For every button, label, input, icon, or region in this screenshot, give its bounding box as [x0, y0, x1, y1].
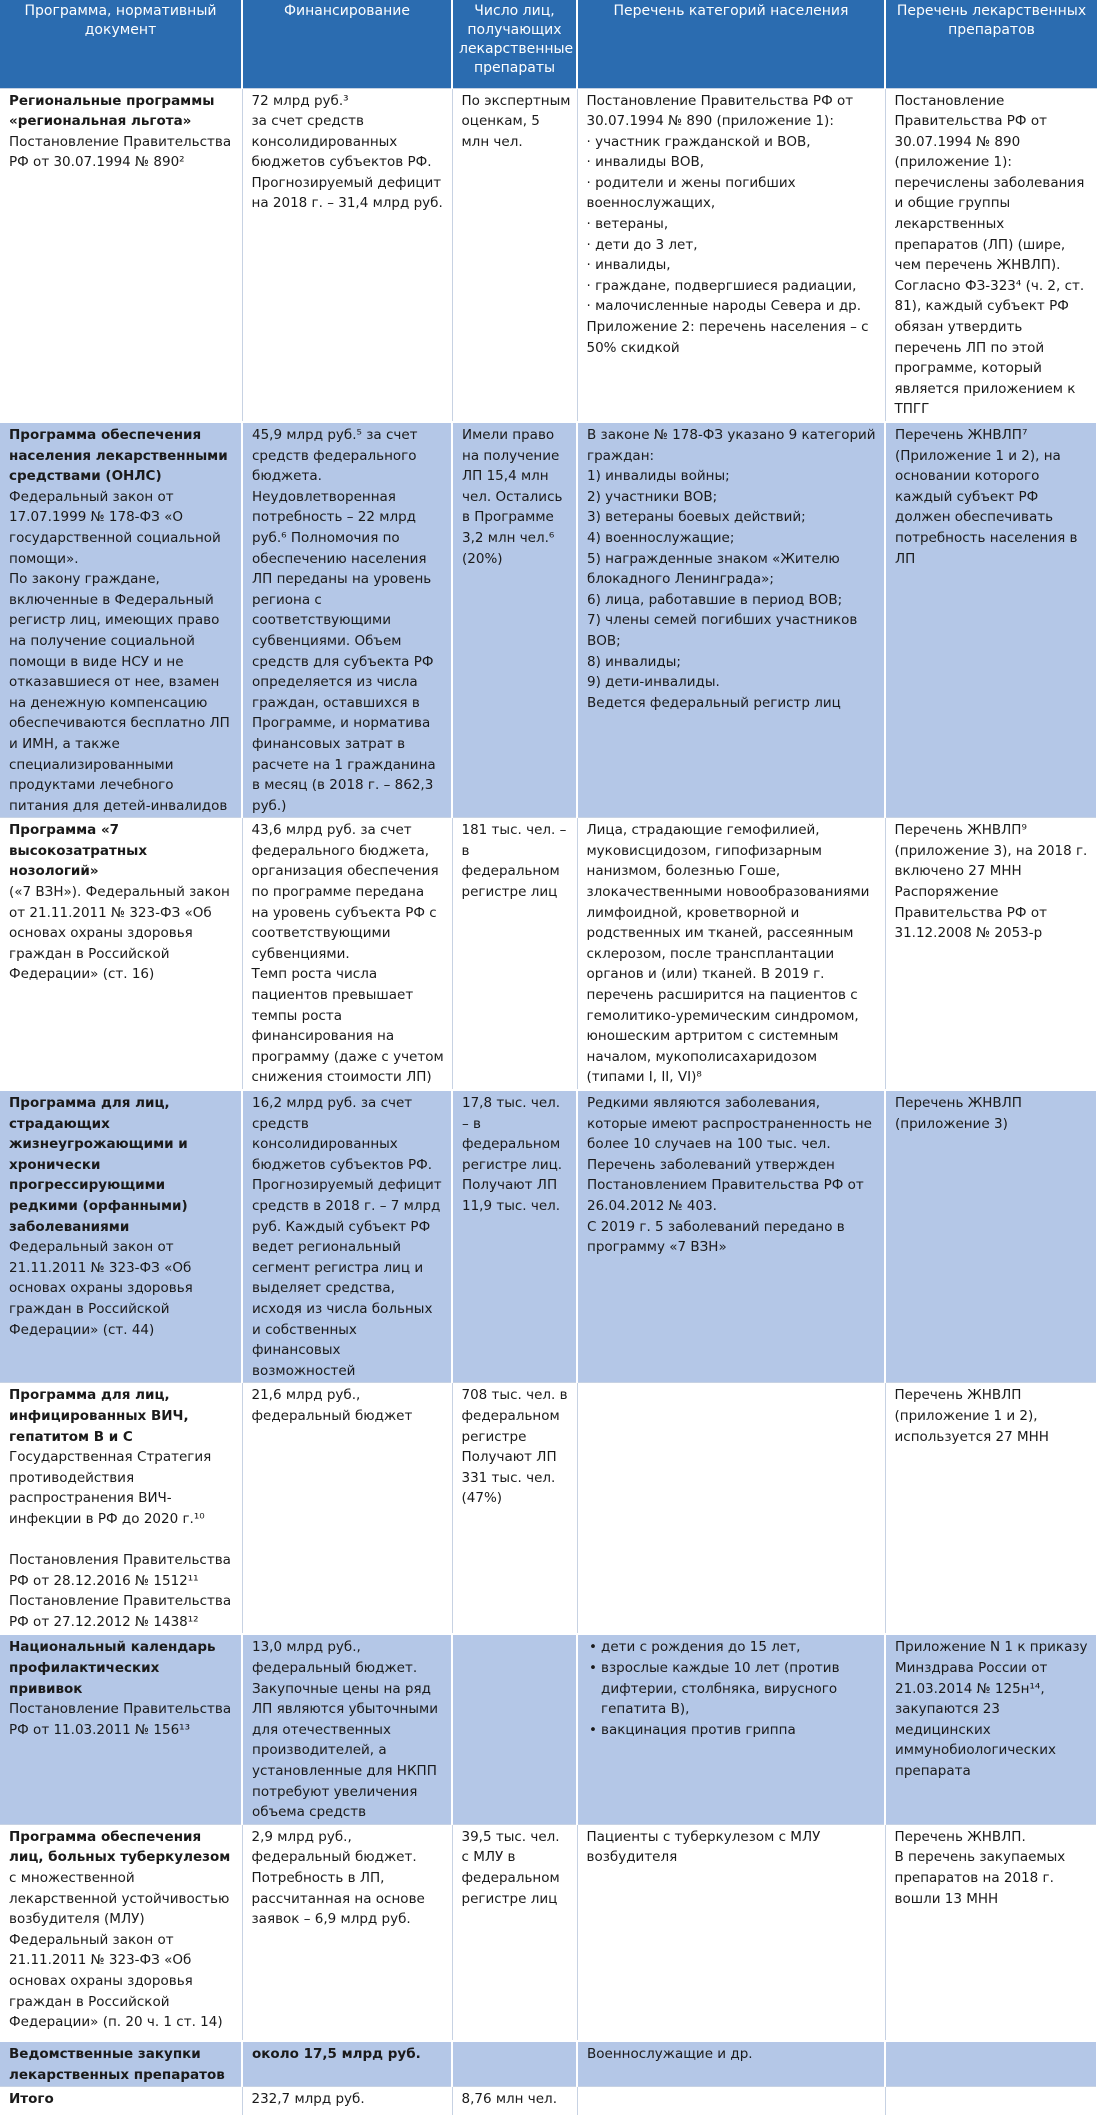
header-funding: Финансирование	[242, 0, 452, 88]
drugs-cell: Перечень ЖНВЛП⁹ (приложение 3), на 2018 г. включено 27 МНН Распоряжение Правительства РФ от 31.12.2008 № 2053-р	[885, 818, 1097, 1090]
population-cell	[577, 2087, 885, 2115]
program-cell	[0, 1634, 242, 1824]
table-row	[0, 2041, 1097, 2087]
recipients-cell: По экспертным оценкам, 5 млн чел.	[452, 88, 577, 422]
header-population: Перечень категорий населения	[577, 0, 885, 88]
funding-cell: 232,7 млрд руб.	[242, 2087, 452, 2115]
funding-cell	[242, 2041, 452, 2087]
program-document: Постановление Правительства РФ от 11.03.2011 № 156¹³	[9, 1701, 232, 1738]
recipients-cell	[452, 1634, 577, 1824]
drugs-cell: Перечень ЖНВЛП (приложение 1 и 2), используется 27 МНН	[885, 1383, 1097, 1635]
funding-cell: 45,9 млрд руб.⁵ за счет средств федерального бюджета. Неудовлетворенная потребность – 22 млрд руб.⁶ Полномочия по обеспечению населения ЛП переданы на уровень региона с соответствующими субвенциями. Объем средств для субъекта РФ определяется из числа граждан, оставшихся в Программе, и норматива финансовых затрат в расчете на 1 гражданина в месяц (в 2018 г. – 862,3 руб.)	[242, 422, 452, 818]
funding-cell: 13,0 млрд руб., федеральный бюджет. Закупочные цены на ряд ЛП являются убыточными для отечественных производителей, а установленные для НКПП потребуют увеличения объема средств	[242, 1634, 452, 1824]
total-row	[0, 2087, 1097, 2115]
population-cell: Постановление Правительства РФ от 30.07.1994 № 890 (приложение 1): · участник гражданской и ВОВ, · инвалиды ВОВ, · родители и жены погибших военнослужащих, · ветераны, · дети до 3 лет, · инвалиды, · граждане, подвергшиеся радиации, · малочисленные народы Севера и др. Приложение 2: перечень населения – с 50% скидкой	[577, 88, 885, 422]
table-row	[0, 1824, 1097, 2041]
population-cell: Редкими являются заболевания, которые имеют распространенность не более 10 случаев на 100 тыс. чел. Перечень заболеваний утвержден Постановлением Правительства РФ от 26.04.2012 № 403. С 2019 г. 5 заболеваний передано в программу «7 ВЗН»	[577, 1090, 885, 1383]
program-cell	[0, 1383, 242, 1635]
population-cell	[577, 1383, 885, 1635]
total-label: Итого	[9, 2091, 54, 2108]
program-name: Программа для лиц, страдающих жизнеугрожающими и хронически прогрессирующими редкими (орфанными) заболеваниями	[9, 1095, 188, 1235]
recipients-cell: 17,8 тыс. чел. – в федеральном регистре лиц. Получают ЛП 11,9 тыс. чел.	[452, 1090, 577, 1383]
program-document: Постановление Правительства РФ от 30.07.1994 № 890²	[9, 133, 232, 171]
drugs-cell: Перечень ЖНВЛП⁷ (Приложение 1 и 2), на основании которого каждый субъект РФ должен обеспечивать потребность населения в ЛП	[885, 422, 1097, 818]
program-document: с множественной лекарственной устойчивостью возбудителя (МЛУ) Федеральный закон от 21.11.2011 № 323-ФЗ «Об основах охраны здоровья граждан в Российской Федерации» (п. 20 ч. 1 ст. 14)	[9, 1869, 230, 2031]
program-document: Федеральный закон от 17.07.1999 № 178-ФЗ «О государственной социальной помощи». По закону граждане, включенные в Федеральный регистр лиц, имеющих право на получение социальной помощи в виде НСУ и не отказавшиеся от нее, взамен на денежную компенсацию обеспечиваются бесплатно ЛП и ИМН, а также специализированными продуктами лечебного питания для детей-инвалидов	[9, 488, 230, 814]
program-name: Ведомственные закупки лекарственных препаратов	[9, 2046, 225, 2083]
funding-cell: 16,2 млрд руб. за счет средств консолидированных бюджетов субъектов РФ. Прогнозируемый дефицит средств в 2018 г. – 7 млрд руб. Каждый субъект РФ ведет региональный сегмент регистра лиц и выделяет средства, исходя из числа больных и собственных финансовых возможностей	[242, 1090, 452, 1383]
program-name: Программа для лиц, инфицированных ВИЧ, гепатитом В и С	[9, 1387, 189, 1445]
header-drugs: Перечень лекарственных препаратов	[885, 0, 1097, 88]
table-row	[0, 1090, 1097, 1383]
program-cell	[0, 422, 242, 818]
program-name: Программа обеспечения населения лекарственными средствами (ОНЛС)	[9, 427, 228, 485]
recipients-cell: 39,5 тыс. чел. с МЛУ в федеральном регистре лиц	[452, 1824, 577, 2041]
funding-cell: 72 млрд руб.³ за счет средств консолидированных бюджетов субъектов РФ. Прогнозируемый дефицит на 2018 г. – 31,4 млрд руб.	[242, 88, 452, 422]
list-item: • вакцинация против гриппа	[601, 1720, 878, 1741]
table-row	[0, 88, 1097, 422]
population-list	[587, 1637, 878, 1740]
table-row	[0, 818, 1097, 1090]
program-cell	[0, 1824, 242, 2041]
population-cell: Лица, страдающие гемофилией, муковисцидозом, гипофизарным нанизмом, болезнью Гоше, злокачественными новообразованиями лимфоидной, кроветворной и родственных им тканей, рассеянным склерозом, после трансплантации органов и (или) тканей. В 2019 г. перечень расширится на пациентов с гемолитико-уремическим синдромом, юношеским артритом с системным началом, мукополисахаридозом (типами I, II, VI)⁸	[577, 818, 885, 1090]
population-cell: Военнослужащие и др.	[577, 2041, 885, 2087]
recipients-cell: 8,76 млн чел.	[452, 2087, 577, 2115]
recipients-cell	[452, 2041, 577, 2087]
recipients-cell: 708 тыс. чел. в федеральном регистре Получают ЛП 331 тыс. чел. (47%)	[452, 1383, 577, 1635]
table-row	[0, 422, 1097, 818]
program-name: Программа обеспечения лиц, больных туберкулезом	[9, 1828, 231, 1866]
drugs-cell: Постановление Правительства РФ от 30.07.1994 № 890 (приложение 1): перечислены заболевания и общие группы лекарственных препаратов (ЛП) (шире, чем перечень ЖНВЛП). Согласно ФЗ-323⁴ (ч. 2, ст. 81), каждый субъект РФ обязан утвердить перечень ЛП по этой программе, который является приложением к ТПГГ	[885, 88, 1097, 422]
list-item: • взрослые каждые 10 лет (против дифтерии, столбняка, вирусного гепатита В),	[601, 1658, 878, 1720]
program-document: Федеральный закон от 21.11.2011 № 323-ФЗ «Об основах охраны здоровья граждан в Российской Федерации» (ст. 44)	[9, 1239, 193, 1338]
drugs-cell	[885, 2041, 1097, 2087]
recipients-cell: Имели право на получение ЛП 15,4 млн чел. Остались в Программе 3,2 млн чел.⁶ (20%)	[452, 422, 577, 818]
program-cell	[0, 2087, 242, 2115]
drugs-cell: Приложение N 1 к приказу Минздрава России от 21.03.2014 № 125н¹⁴, закупаются 23 медицинских иммунобиологических препарата	[885, 1634, 1097, 1824]
program-cell	[0, 818, 242, 1090]
header-program: Программа, нормативный документ	[0, 0, 242, 88]
drugs-cell: Перечень ЖНВЛП. В перечень закупаемых препаратов на 2018 г. вошли 13 МНН	[885, 1824, 1097, 2041]
program-name: Региональные программы «региональная льгота»	[9, 92, 215, 130]
program-document: («7 ВЗН»). Федеральный закон от 21.11.2011 № 323-ФЗ «Об основах охраны здоровья граждан в Российской Федерации» (ст. 16)	[9, 884, 230, 983]
funding-cell: 21,6 млрд руб., федеральный бюджет	[242, 1383, 452, 1635]
drugs-cell	[885, 2087, 1097, 2115]
funding-cell: 2,9 млрд руб., федеральный бюджет. Потребность в ЛП, рассчитанная на основе заявок – 6,9 млрд руб.	[242, 1824, 452, 2041]
funding-cell: 43,6 млрд руб. за счет федерального бюджета, организация обеспечения по программе передана на уровень субъекта РФ с соответствующими субвенциями. Темп роста числа пациентов превышает темпы роста финансирования на программу (даже с учетом снижения стоимости ЛП)	[242, 818, 452, 1090]
table-row	[0, 1383, 1097, 1635]
program-document: Государственная Стратегия противодействия распространения ВИЧ-инфекции в РФ до 2020 г.¹⁰ Постановления Правительства РФ от 28.12.2016 № 1512¹¹ Постановление Правительства РФ от 27.12.2012 № 1438¹²	[9, 1449, 232, 1630]
program-cell	[0, 1090, 242, 1383]
program-name: Национальный календарь профилактических прививок	[9, 1639, 216, 1697]
population-cell: В законе № 178-ФЗ указано 9 категорий граждан: 1) инвалиды войны; 2) участники ВОВ; 3) ветераны боевых действий; 4) военнослужащие; 5) награжденные знаком «Жителю блокадного Ленинграда»; 6) лица, работавшие в период ВОВ; 7) члены семей погибших участников ВОВ; 8) инвалиды; 9) дети-инвалиды. Ведется федеральный регистр лиц	[577, 422, 885, 818]
table-header-row	[0, 0, 1097, 88]
program-cell	[0, 88, 242, 422]
program-name: Программа «7 высокозатратных нозологий»	[9, 822, 148, 880]
table-row	[0, 1634, 1097, 1824]
recipients-cell: 181 тыс. чел. – в федеральном регистре лиц	[452, 818, 577, 1090]
drugs-cell: Перечень ЖНВЛП (приложение 3)	[885, 1090, 1097, 1383]
list-item: • дети с рождения до 15 лет,	[601, 1637, 878, 1658]
program-cell	[0, 2041, 242, 2087]
funding-amount: около 17,5 млрд руб.	[252, 2046, 421, 2063]
population-cell: Пациенты с туберкулезом с МЛУ возбудителя	[577, 1824, 885, 2041]
header-recipients: Число лиц, получающих лекарственные препараты	[452, 0, 577, 88]
population-cell	[577, 1634, 885, 1824]
